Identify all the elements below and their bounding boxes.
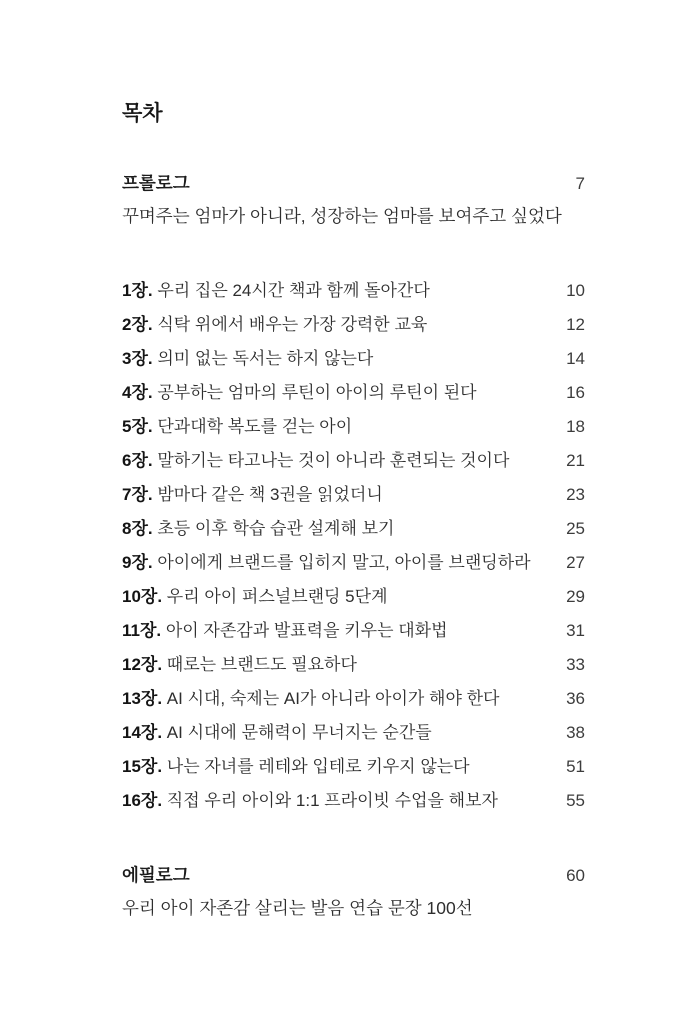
chapter-entry: [122, 485, 395, 504]
chapter-title: 나는 자녀를 레테와 입테로 키우지 않는다: [166, 757, 470, 776]
chapter-page-number: 18: [566, 417, 585, 436]
chapter-entry: [122, 757, 482, 776]
prologue-row: [122, 174, 585, 194]
chapter-row: [122, 621, 585, 640]
chapter-page-number: 36: [566, 689, 585, 708]
chapter-row: [122, 587, 585, 606]
chapter-page-number: 12: [566, 315, 585, 334]
chapter-title: 아이에게 브랜드를 입히지 말고, 아이를 브랜딩하라: [157, 553, 531, 572]
epilogue-subtitle: 우리 아이 자존감 살리는 발음 연습 문장 100선: [122, 898, 473, 918]
chapter-row: [122, 417, 585, 436]
chapter-number: 1장.: [122, 281, 153, 300]
chapter-row: [122, 451, 585, 470]
chapter-number: 4장.: [122, 383, 153, 402]
chapter-entry: [122, 349, 385, 368]
chapter-entry: [122, 723, 444, 742]
epilogue-section: [122, 866, 585, 919]
chapter-page-number: 23: [566, 485, 585, 504]
chapter-entry: [122, 587, 400, 606]
prologue-subtitle: 꾸며주는 엄마가 아니라, 성장하는 엄마를 보여주고 싶었다: [122, 206, 562, 226]
chapter-number: 5장.: [122, 417, 153, 436]
chapter-row: [122, 383, 585, 402]
chapter-title: 초등 이후 학습 습관 설계해 보기: [157, 519, 395, 538]
chapter-page-number: 16: [566, 383, 585, 402]
page-title: 목차: [122, 102, 163, 125]
chapter-entry: [122, 281, 442, 300]
chapter-page-number: 38: [566, 723, 585, 742]
chapter-title: 때로는 브랜드도 필요하다: [166, 655, 357, 674]
chapter-number: 6장.: [122, 451, 153, 470]
chapter-page-number: 10: [566, 281, 585, 300]
chapter-entry: [122, 791, 510, 810]
chapter-page-number: 29: [566, 587, 585, 606]
chapter-row: [122, 723, 585, 742]
chapter-row: [122, 791, 585, 810]
chapter-number: 11장.: [122, 621, 162, 640]
chapter-page-number: 14: [566, 349, 585, 368]
chapter-row: [122, 553, 585, 572]
chapter-entry: [122, 383, 489, 402]
chapter-number: 8장.: [122, 519, 153, 538]
chapter-title: 우리 아이 퍼스널브랜딩 5단계: [166, 587, 388, 606]
epilogue-row: [122, 866, 585, 886]
prologue-section: [122, 174, 585, 227]
epilogue-label: 에필로그: [122, 865, 190, 885]
chapter-number: 7장.: [122, 485, 153, 504]
chapter-row: [122, 315, 585, 334]
chapter-page-number: 51: [566, 757, 585, 776]
chapter-entry: [122, 689, 511, 708]
chapter-entry: [122, 621, 460, 640]
chapter-number: 15장.: [122, 757, 163, 776]
chapter-number: 13장.: [122, 689, 163, 708]
chapter-entry: [122, 655, 369, 674]
chapter-list: [122, 281, 585, 810]
chapter-title: 의미 없는 독서는 하지 않는다: [157, 349, 374, 368]
chapter-entry: [122, 553, 543, 572]
chapter-title: AI 시대, 숙제는 AI가 아니라 아이가 해야 한다: [166, 689, 500, 708]
chapter-title: AI 시대에 문해력이 무너지는 순간들: [166, 723, 432, 742]
chapter-page-number: 25: [566, 519, 585, 538]
chapter-title: 말하기는 타고나는 것이 아니라 훈련되는 것이다: [157, 451, 510, 470]
chapter-title: 단과대학 복도를 걷는 아이: [157, 417, 353, 436]
chapter-page-number: 27: [566, 553, 585, 572]
chapter-page-number: 21: [566, 451, 585, 470]
chapter-entry: [122, 417, 364, 436]
prologue-label: 프롤로그: [122, 173, 190, 193]
chapter-number: 3장.: [122, 349, 153, 368]
chapter-title: 아이 자존감과 발표력을 키우는 대화법: [165, 621, 448, 640]
chapter-number: 12장.: [122, 655, 163, 674]
chapter-title: 공부하는 엄마의 루틴이 아이의 루틴이 된다: [157, 383, 477, 402]
chapter-row: [122, 519, 585, 538]
chapter-row: [122, 689, 585, 708]
chapter-title: 직접 우리 아이와 1:1 프라이빗 수업을 해보자: [166, 791, 498, 810]
chapter-number: 10장.: [122, 587, 163, 606]
chapter-number: 16장.: [122, 791, 163, 810]
chapter-entry: [122, 451, 521, 470]
chapter-row: [122, 281, 585, 300]
chapter-page-number: 33: [566, 655, 585, 674]
chapter-row: [122, 757, 585, 776]
chapter-row: [122, 655, 585, 674]
chapter-title: 우리 집은 24시간 책과 함께 돌아간다: [157, 281, 430, 300]
chapter-entry: [122, 315, 439, 334]
chapter-page-number: 55: [566, 791, 585, 810]
chapter-entry: [122, 519, 406, 538]
chapter-number: 9장.: [122, 553, 153, 572]
chapter-row: [122, 349, 585, 368]
chapter-row: [122, 485, 585, 504]
prologue-page-number: 7: [575, 174, 585, 193]
epilogue-page-number: 60: [566, 866, 585, 885]
chapter-title: 밤마다 같은 책 3권을 읽었더니: [157, 485, 383, 504]
chapter-number: 14장.: [122, 723, 163, 742]
chapter-page-number: 31: [566, 621, 585, 640]
chapter-title: 식탁 위에서 배우는 가장 강력한 교육: [157, 315, 428, 334]
chapter-number: 2장.: [122, 315, 153, 334]
